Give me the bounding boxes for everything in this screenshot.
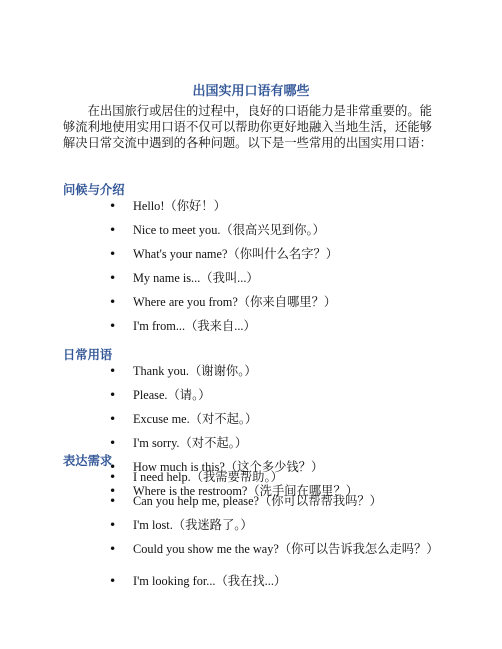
page-title: 出国实用口语有哪些 (192, 84, 310, 99)
bullet-icon: • (109, 460, 117, 474)
bullet-icon: • (109, 199, 117, 213)
bullet-icon: • (109, 494, 117, 508)
bullet-icon: • (109, 319, 117, 333)
bullet-icon: • (109, 247, 117, 261)
list-item: • I'm from...（我来自...） (109, 319, 256, 333)
list-item: • Hello!（你好！） (109, 199, 226, 213)
list-item: • Where are you from?（你来自哪里？） (109, 295, 337, 309)
list-item: • Can you help me, please?（你可以帮帮我吗？） (109, 494, 382, 508)
list-item: • I'm sorry.（对不起。） (109, 436, 248, 450)
needs-list (63, 469, 443, 597)
greetings-list (63, 198, 443, 342)
bullet-icon: • (109, 470, 117, 484)
list-item: • How much is this?（这个多少钱？） (109, 460, 324, 474)
list-item: • Thank you.（谢谢你。） (109, 364, 257, 378)
bullet-icon: • (109, 574, 117, 588)
bullet-icon: • (109, 295, 117, 309)
section-heading-greetings: 问候与介绍 (63, 182, 125, 197)
list-item: • Excuse me.（对不起。） (109, 412, 258, 426)
section-heading-needs: 表达需求 (63, 453, 113, 468)
bullet-icon: • (109, 271, 117, 285)
section-heading-daily: 日常用语 (63, 347, 113, 362)
list-item: • Where is the restroom?（洗手间在哪里？） (109, 484, 359, 498)
list-item: • What's your name?（你叫什么名字？） (109, 247, 339, 261)
list-item: • I'm looking for...（我在找...） (109, 574, 287, 588)
bullet-icon: • (109, 518, 117, 532)
bullet-icon: • (109, 484, 117, 498)
list-item: • Nice to meet you.（很高兴见到你。） (109, 223, 325, 237)
bullet-icon: • (109, 364, 117, 378)
bullet-icon: • (109, 436, 117, 450)
list-item: • My name is...（我叫...） (109, 271, 259, 285)
bullet-icon: • (109, 542, 117, 556)
list-item: • Please.（请。） (109, 388, 211, 402)
intro-paragraph: 在出国旅行或居住的过程中，良好的口语能力是非常重要的。能够流利地使用实用口语不仅可以帮助你更好地融入当地生活，还能够解决日常交流中遇到的各种问题。以下是一些常用的出国实用口语： (63, 104, 432, 150)
list-item: • I'm lost.（我迷路了。） (109, 518, 253, 532)
list-item: • I need help.（我需要帮助。） (109, 470, 283, 484)
bullet-icon: • (109, 388, 117, 402)
list-item: • Could you show me the way?（你可以告诉我怎么走吗？） (109, 542, 439, 556)
bullet-icon: • (109, 223, 117, 237)
bullet-icon: • (109, 412, 117, 426)
